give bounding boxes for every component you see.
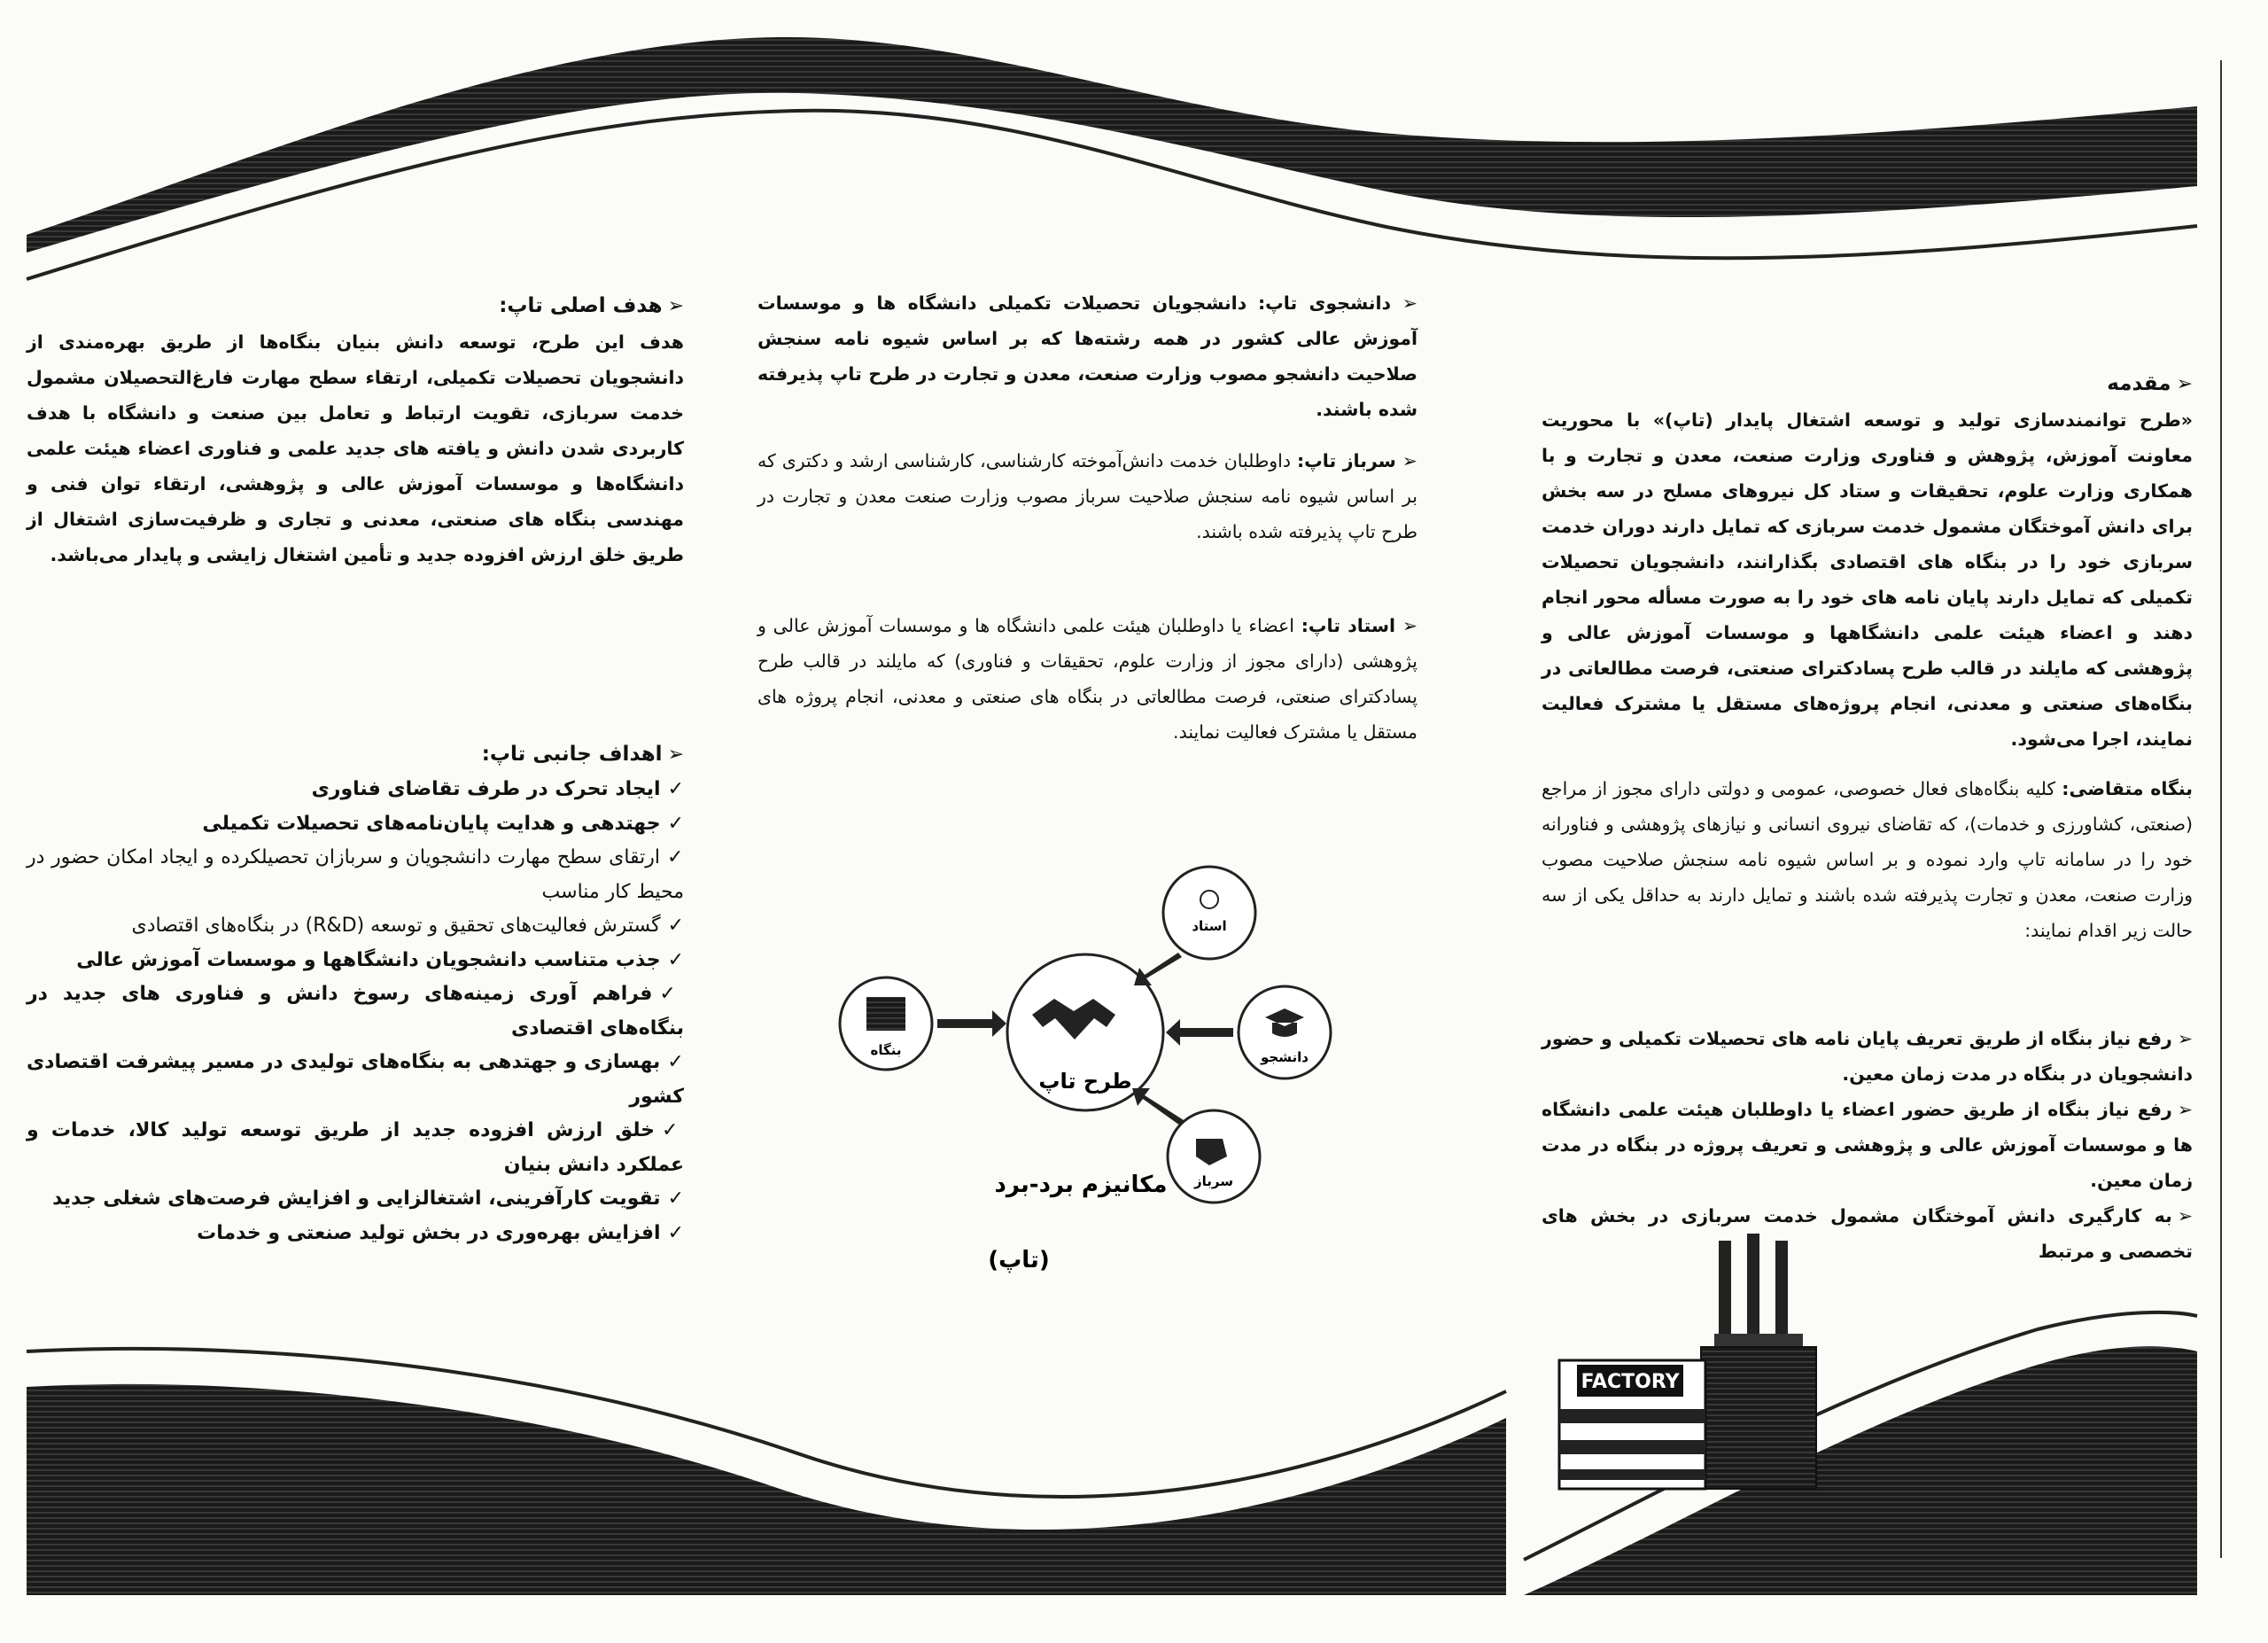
goals-heading: ➢اهداف جانبی تاپ: [481, 743, 684, 766]
goal-item: ✓فراهم آوری زمینه‌های رسوخ دانش و فناوری های جدید در بنگاه‌های اقتصادی [27, 983, 684, 1040]
check-icon: ✓ [667, 846, 685, 868]
check-icon: ✓ [667, 915, 684, 937]
goal-item: ✓گسترش فعالیت‌های تحقیق و توسعه (R&D) در بنگاه‌های اقتصادی [131, 915, 684, 937]
intro-column [1542, 372, 2193, 757]
soldier-section: ➢ سرباز تاپ: داوطلبان خدمت دانش‌آموخته کارشناسی، کارشناسی ارشد و دکتری که بر اساس شیوه نامه سنجش صلاحیت سرباز مصوب وزارت صنعت معدن و تجارت در طرح تاپ پذیرفته شده باشند. [757, 450, 1418, 542]
soldier-label: سرباز [1194, 1173, 1233, 1189]
check-icon: ✓ [667, 812, 684, 835]
arrow-down-left-icon [1134, 953, 1182, 985]
main-goal-heading: ➢هدف اصلی تاپ: [499, 294, 684, 317]
option-item: ➢رفع نیاز بنگاه از طریق تعریف پایان نامه های تحصیلات تکمیلی و حضور دانشجویان در بنگاه در مدت زمان معین. [1542, 1028, 2193, 1085]
student-heading: دانشجوی تاپ: [1257, 292, 1392, 314]
building-icon [866, 997, 905, 1031]
check-icon: ✓ [662, 1119, 685, 1141]
win-win-diagram [833, 851, 1364, 1294]
goal-item: ✓تقویت کارآفرینی، اشتغالزایی و افزایش فرصت‌های شغلی جدید [52, 1187, 684, 1210]
goal-item: ✓جهتدهی و هدایت پایان‌نامه‌های تحصیلات تکمیلی [202, 812, 684, 835]
goal-item: ✓بهسازی و جهتدهی به بنگاه‌های تولیدی در مسیر پیشرفت اقتصادی کشور [27, 1051, 684, 1108]
professor-circle [1163, 867, 1255, 959]
intro-heading: ➢مقدمه [2107, 372, 2193, 395]
enterprise-text: کلیه بنگاه‌های فعال خصوصی، عمومی و دولتی دارای مجوز از مراجع (صنعتی، کشاورزی و خدمات)، که تقاضای نیروی انسانی و نیازهای پژوهشی و فناورانه خود را در سامانه تاپ وارد نموده و بر اساس شیوه نامه سنجش صلاحیت مصوب وزارت صنعت، معدن و تجارت پذیرفته شده باشند و تمایل دارند به حداقل یکی از سه حالت زیر اقدام نمایند: [1542, 778, 2193, 941]
soldier-heading: سرباز تاپ: [1296, 450, 1396, 471]
student-section: ➢ دانشجوی تاپ: دانشجویان تحصیلات تکمیلی دانشگاه ها و موسسات آموزش عالی کشور در همه رشته‌ها که بر اساس شیوه نامه سنجش صلاحیت دانشجو مصوب وزارت صنعت، معدن و تجارت در طرح تاپ پذیرفته شده باشند. [757, 292, 1418, 420]
option-item: ➢به کارگیری دانش آموختگان مشمول خدمت سربازی در بخش های تخصصی و مرتبط [1542, 1205, 2193, 1262]
check-icon: ✓ [667, 1187, 684, 1210]
option-item: ➢رفع نیاز بنگاه از طریق حضور اعضاء یا داوطلبان هیئت علمی دانشگاه ها و موسسات آموزش عالی و پژوهشی و تعریف پروژه در بنگاه در مدت زمان معین. [1542, 1099, 2193, 1191]
goal-item: ✓افزایش بهره‌وری در بخش تولید صنعتی و خدمات [197, 1221, 684, 1244]
arrow-right-icon [937, 1010, 1006, 1037]
goal-item: ✓خلق ارزش افزوده جدید از طریق توسعه تولید کالا، خدمات و عملکرد دانش بنیان [27, 1119, 685, 1176]
diagram-caption: مکانیزم برد-برد [994, 1172, 1168, 1198]
check-icon: ✓ [667, 1221, 684, 1244]
goals-section [27, 743, 684, 1250]
check-icon: ✓ [667, 948, 684, 971]
enterprise-section [1542, 771, 2193, 948]
goal-item: ✓ارتقای سطح مهارت دانشجویان و سربازان تحصیلکرده و ایجاد امکان حضور در محیط کار مناسب [27, 846, 685, 903]
check-icon: ✓ [667, 778, 684, 800]
factory-illustration [1550, 1232, 1852, 1498]
goal-item: ✓ایجاد تحرک در طرف تقاضای فناوری [311, 778, 684, 800]
enterprise-label: بنگاه [870, 1042, 902, 1058]
arrow-left-icon [1166, 1019, 1233, 1046]
professor-section: ➢ استاد تاپ: اعضاء یا داوطلبان هیئت علمی دانشگاه ها و موسسات آموزش عالی و پژوهشی (دارای مجوز از وزارت علوم، تحقیقات و فناوری) که مایلند در قالب طرح پسادکترای صنعتی، فرصت مطالعاتی در بنگاه های صنعتی و معدنی، انجام پروژه های مستقل یا مشترک فعالیت نمایند. [757, 615, 1418, 743]
student-label: دانشجو [1261, 1049, 1309, 1065]
goal-item: ✓جذب متناسب دانشجویان دانشگاهها و موسسات آموزش عالی [76, 948, 684, 971]
factory-sign: FACTORY [1581, 1371, 1680, 1393]
professor-label: استاد [1192, 918, 1227, 934]
diagram-sub-caption: (تاپ) [988, 1247, 1050, 1273]
arrow-up-left-icon [1132, 1088, 1184, 1125]
main-goal-section [27, 294, 684, 572]
main-goal-text: هدف این طرح، توسعه دانش بنیان بنگاه‌ها از طریق بهره‌مندی از دانشجویان تحصیلات تکمیلی، ارتقاء سطح مهارت فارغ‌التحصیلان مشمول خدمت سربازی، تقویت ارتباط و تعامل بین صنعت و دانشگاه با هدف کاربردی شدن دانش و یافته های جدید علمی و فناوری اعضاء هیئت علمی دانشگاه‌ها و موسسات آموزش عالی و پژوهشی، ارتقاء توان فنی و مهندسی بنگاه های صنعتی، معدنی و تجاری و ظرفیت‌سازی اشتغال از طریق خلق ارزش افزوده جدید و تأمین اشتغال زایشی و پایدار می‌باشد. [27, 331, 684, 565]
student-text: دانشجویان تحصیلات تکمیلی دانشگاه ها و موسسات آموزش عالی کشور در همه رشته‌ها که بر اساس شیوه نامه سنجش صلاحیت دانشجو مصوب وزارت صنعت، معدن و تجارت در طرح تاپ پذیرفته شده باشند. [757, 292, 1418, 420]
professor-text: اعضاء یا داوطلبان هیئت علمی دانشگاه ها و موسسات آموزش عالی و پژوهشی (دارای مجوز از وزارت علوم، تحقیقات و فناوری) که مایلند در قالب طرح پسادکترای صنعتی، فرصت مطالعاتی در بنگاه های صنعتی و معدنی، انجام پروژه های مستقل یا مشترک فعالیت نمایند. [757, 615, 1418, 743]
page-edge [2220, 60, 2222, 1558]
professor-heading: استاد تاپ: [1301, 615, 1396, 636]
soldier-text: داوطلبان خدمت دانش‌آموخته کارشناسی، کارشناسی ارشد و دکتری که بر اساس شیوه نامه سنجش صلاحیت سرباز مصوب وزارت صنعت معدن و تجارت در طرح تاپ پذیرفته شده باشند. [757, 450, 1418, 542]
intro-paragraph: «طرح توانمندسازی تولید و توسعه اشتغال پایدار (تاپ)» با محوریت معاونت آموزش، پژوهش و فناوری وزارت صنعت، معدن و تجارت و با همکاری وزارت علوم، تحقیقات و ستاد کل نیروهای مسلح در سه بخش برای دانش آموختگان مشمول خدمت سربازی که تمایل دارند دوران خدمت سربازی خود را در بنگاه های اقتصادی بگذارانند، دانشجویان تحصیلات تکمیلی که تمایل دارند پایان نامه های خود را به صورت مسأله محور انجام دهند و اعضاء هیئت علمی دانشگاهها و موسسات آموزش عالی و پژوهشی که مایلند در قالب طرح پسادکترای صنعتی، فرصت مطالعاتی در بنگاه‌های صنعتی و معدنی، انجام پروژه‌های مستقل یا مشترک فعالیت نمایند، اجرا می‌شود. [1542, 409, 2193, 750]
goals-list [27, 773, 684, 1250]
enterprise-heading: بنگاه متقاضی: [2062, 778, 2193, 799]
center-label: طرح تاپ [1038, 1069, 1132, 1094]
check-icon: ✓ [659, 983, 684, 1005]
check-icon: ✓ [667, 1051, 684, 1073]
